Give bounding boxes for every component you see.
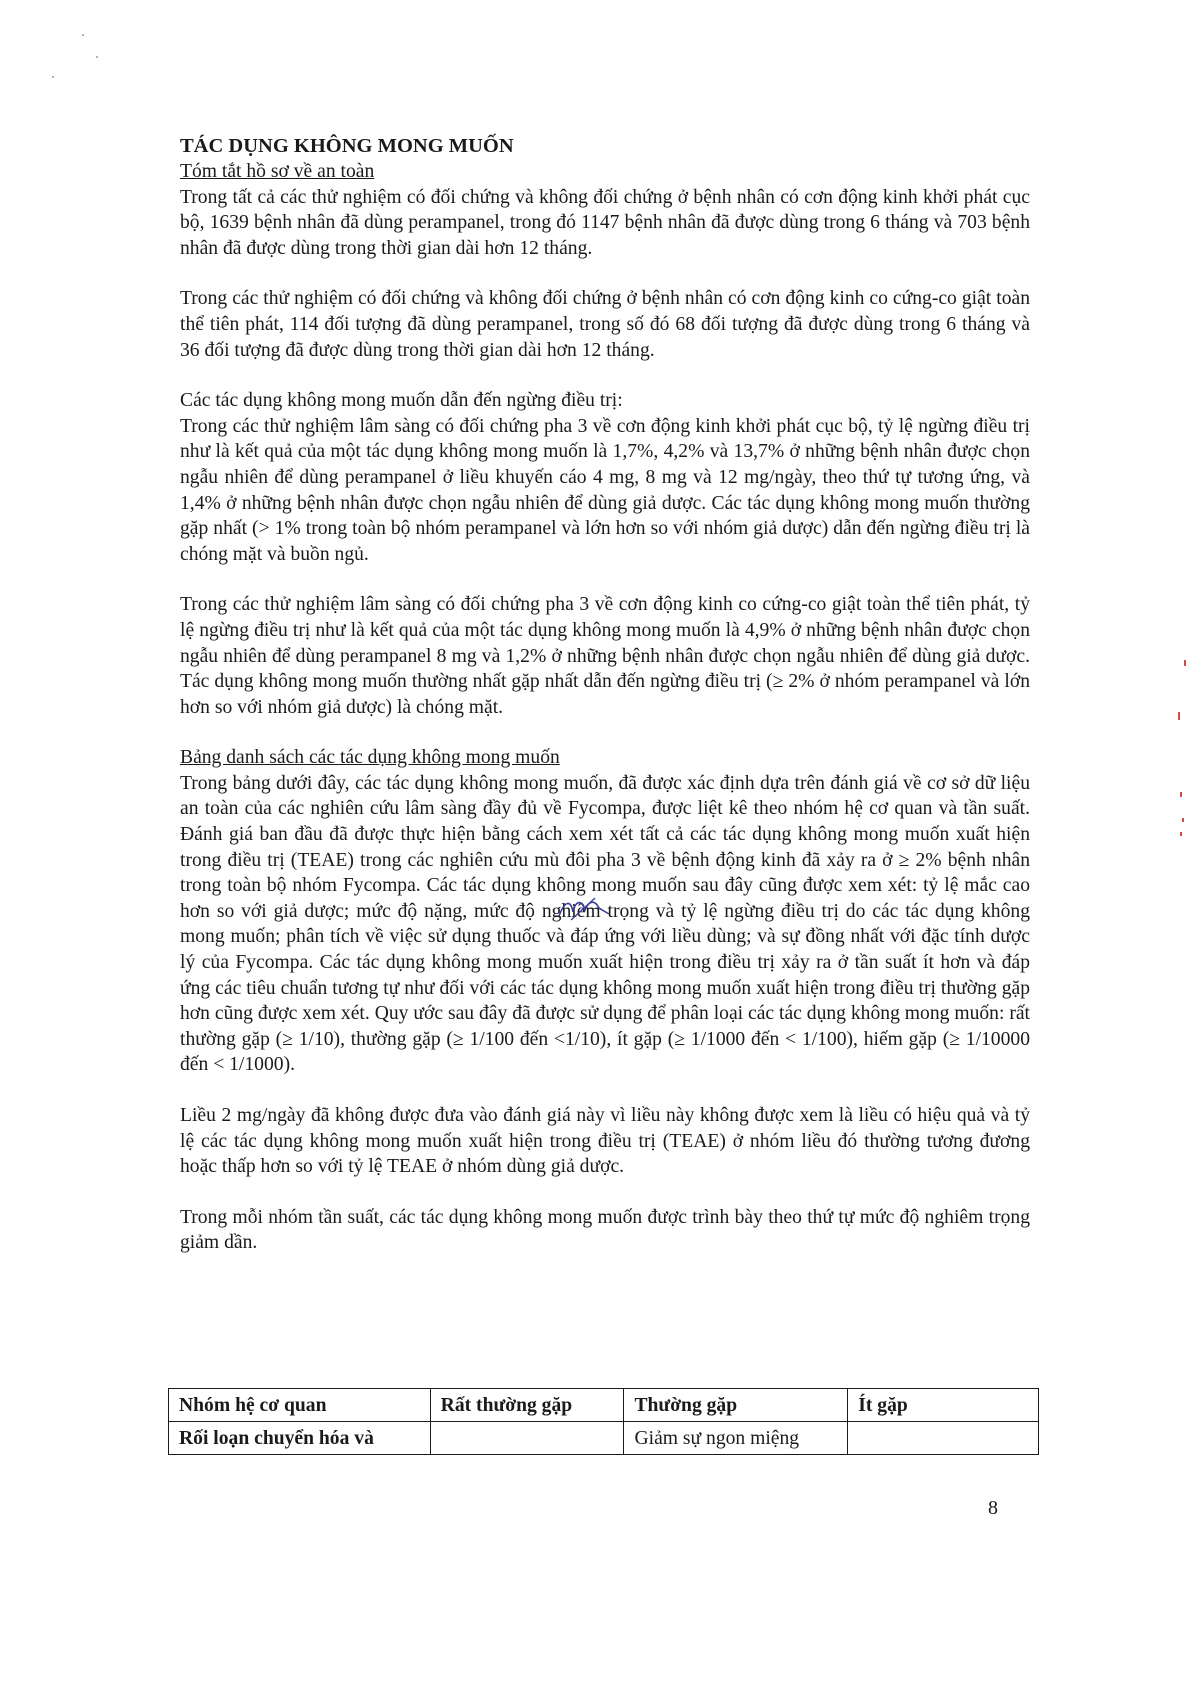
paragraph-gap — [180, 363, 1030, 388]
paragraph-gap — [180, 1180, 1030, 1205]
header-organ-system: Nhóm hệ cơ quan — [169, 1389, 431, 1422]
safety-summary-paragraph-1: Trong tất cả các thử nghiệm có đối chứng và không đối chứng ở bệnh nhân có cơn động kinh khởi phát cục bộ, 1639 bệnh nhân đã dùng perampanel, trong đó 1147 bệnh nhân đã được dùng trong 6 tháng và 703 bệnh nhân đã được dùng trong thời gian dài hơn 12 tháng. — [180, 186, 1030, 259]
scan-edge-mark — [1184, 660, 1186, 666]
scan-edge-mark — [1178, 712, 1180, 720]
paragraph-gap — [180, 261, 1030, 286]
scan-edge-mark — [1180, 832, 1182, 836]
discontinuation-paragraph-2: Trong các thử nghiệm lâm sàng có đối chứng pha 3 về cơn động kinh co cứng-co giật toàn thể tiên phát, tỷ lệ ngừng điều trị như là kết quả của một tác dụng không mong muốn là 4,9% ở những bệnh nhân được chọn ngẫu nhiên để dùng perampanel 8 mg và 1,2% ở những bệnh nhân được chọn ngẫu nhiên để dùng giả dược. Tác dụng không mong muốn thường nhất gặp nhất dẫn đến ngừng điều trị (≥ 2% ở nhóm perampanel và lớn hơn so với nhóm giả dược) là chóng mặt. — [180, 594, 1030, 718]
paragraph-gap — [180, 1078, 1030, 1103]
handwritten-correction-mark — [555, 894, 615, 924]
scan-edge-mark — [1182, 818, 1184, 822]
cell-very-common — [430, 1422, 624, 1455]
scan-speck — [96, 56, 98, 58]
ae-list-paragraph-2: Liều 2 mg/ngày đã không được đưa vào đánh giá này vì liều này không được xem là liều có hiệu quả và tỷ lệ các tác dụng không mong muốn xuất hiện trong điều trị (TEAE) ở nhóm liều đó thường tương đương hoặc thấp hơn so với tỷ lệ TEAE ở nhóm dùng giả dược. — [180, 1105, 1030, 1178]
paragraph-gap — [180, 720, 1030, 745]
discontinuation-heading: Các tác dụng không mong muốn dẫn đến ngừng điều trị: — [180, 390, 623, 412]
cell-uncommon — [848, 1422, 1039, 1455]
ae-list-paragraph-3: Trong mỗi nhóm tần suất, các tác dụng không mong muốn được trình bày theo thứ tự mức độ nghiêm trọng giảm dần. — [180, 1206, 1030, 1254]
adverse-effects-table — [168, 1388, 1039, 1455]
header-very-common: Rất thường gặp — [430, 1389, 624, 1422]
table-row — [169, 1422, 1039, 1455]
scan-edge-mark — [1180, 792, 1182, 797]
cell-common: Giảm sự ngon miệng — [624, 1422, 848, 1455]
header-common: Thường gặp — [624, 1389, 848, 1422]
safety-summary-heading: Tóm tắt hồ sơ về an toàn — [180, 161, 375, 182]
table-header-row — [169, 1389, 1039, 1422]
section-title: TÁC DỤNG KHÔNG MONG MUỐN — [180, 135, 514, 157]
header-uncommon: Ít gặp — [848, 1389, 1039, 1422]
page-number: 8 — [988, 1497, 998, 1519]
discontinuation-paragraph-1: Trong các thử nghiệm lâm sàng có đối chứng pha 3 về cơn động kinh khởi phát cục bộ, tỷ lệ ngừng điều trị như là kết quả của một tác dụng không mong muốn là 1,7%, 4,2% và 13,7% ở những bệnh nhân được chọn ngẫu nhiên để dùng perampanel ở liều khuyến cáo 4 mg, 8 mg và 12 mg/ngày, theo thứ tự tương ứng, và 1,4% ở những bệnh nhân được chọn ngẫu nhiên để dùng giả dược. Các tác dụng không mong muốn thường gặp nhất (> 1% trong toàn bộ nhóm perampanel và lớn hơn so với nhóm giả dược) dẫn đến ngừng điều trị là chóng mặt và buồn ngủ. — [180, 415, 1030, 565]
scan-speck — [82, 34, 84, 36]
paragraph-gap — [180, 567, 1030, 592]
safety-summary-paragraph-2: Trong các thử nghiệm có đối chứng và không đối chứng ở bệnh nhân có cơn động kinh co cứng-co giật toàn thể tiên phát, 114 đối tượng đã dùng perampanel, trong số đó 68 đối tượng đã được dùng trong 6 tháng và 36 đối tượng đã được dùng trong thời gian dài hơn 12 tháng. — [180, 288, 1030, 361]
ae-list-heading: Bảng danh sách các tác dụng không mong muốn — [180, 747, 560, 769]
cell-organ-system: Rối loạn chuyển hóa và — [169, 1422, 431, 1455]
scan-speck — [52, 76, 54, 78]
document-body — [180, 134, 1030, 1256]
ae-list-paragraph-1: Trong bảng dưới đây, các tác dụng không mong muốn, đã được xác định dựa trên đánh giá về cơ sở dữ liệu an toàn của các nghiên cứu lâm sàng đầy đủ về Fycompa, được liệt kê theo nhóm hệ cơ quan và tần suất. Đánh giá ban đầu đã được thực hiện bằng cách xem xét tất cả các tác dụng không mong muốn xuất hiện trong điều trị (TEAE) trong các nghiên cứu mù đôi pha 3 về bệnh động kinh đã xảy ra ở ≥ 2% bệnh nhân trong toàn bộ nhóm Fycompa. Các tác dụng không mong muốn sau đây cũng được xem xét: tỷ lệ mắc cao hơn so với giả dược; mức độ nặng, mức độ nghiêm trọng và tỷ lệ ngừng điều trị do các tác dụng không mong muốn; phân tích về việc sử dụng thuốc và đáp ứng với liều dùng; và sự đồng nhất với đặc tính dược lý của Fycompa. Các tác dụng không mong muốn xuất hiện trong điều trị xảy ra ở tần suất ít hơn và đáp ứng các tiêu chuẩn tương tự như đối với các tác dụng không mong muốn xuất hiện trong điều trị thường gặp hơn cũng được xem xét. Quy ước sau đây đã được sử dụng để phân loại các tác dụng không mong muốn: rất thường gặp (≥ 1/10), thường gặp (≥ 1/100 đến <1/10), ít gặp (≥ 1/1000 đến < 1/100), hiếm gặp (≥ 1/10000 đến < 1/1000). — [180, 772, 1030, 1076]
